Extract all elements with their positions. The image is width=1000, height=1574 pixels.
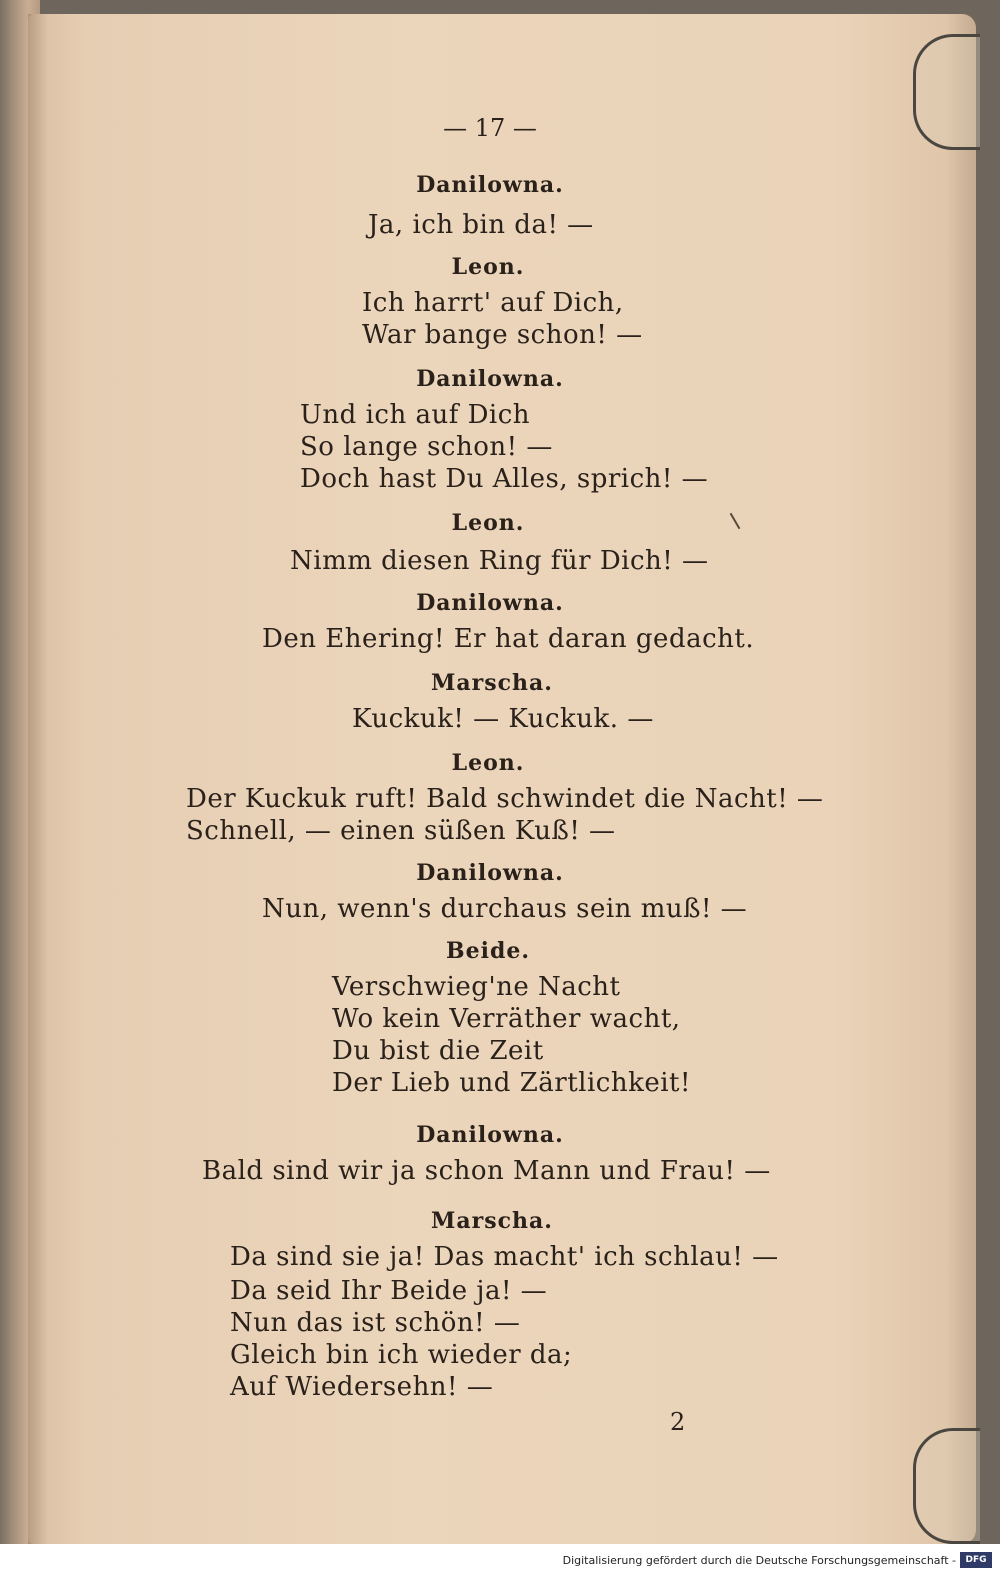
verse-line: Ja, ich bin da! — [368,210,594,240]
verse-line: Schnell, — einen süßen Kuß! — [186,816,616,846]
verse-line: So lange schon! — [300,432,553,462]
verse-line: Doch hast Du Alles, sprich! — [300,464,709,494]
verse-line: Und ich auf Dich [300,400,531,430]
speaker-label: Danilowna. [416,590,564,616]
verse-line: Du bist die Zeit [332,1036,544,1066]
verse-line: Wo kein Verräther wacht, [332,1004,681,1034]
verse-line: Der Lieb und Zärtlichkeit! [332,1068,691,1098]
page-fold-shadow [28,14,48,1544]
verse-line: Ich harrt' auf Dich, [362,288,624,318]
verse-line: Nun, wenn's durchaus sein muß! — [262,894,748,924]
page-clip-bottom [913,1428,980,1544]
speaker-label: Leon. [451,750,525,776]
verse-line: Auf Wiedersehn! — [230,1372,494,1402]
verse-line: Bald sind wir ja schon Mann und Frau! — [202,1156,771,1186]
verse-line: Den Ehering! Er hat daran gedacht. [262,624,755,654]
verse-line: Da sind sie ja! Das macht' ich schlau! — [230,1242,779,1272]
verse-line: Nun das ist schön! — [230,1308,521,1338]
speaker-label: Leon. [451,254,525,280]
verse-line: Der Kuckuk ruft! Bald schwindet die Nacht! — [186,784,824,814]
dfg-logo: DFG [960,1552,992,1568]
page-edge-shadow [946,14,976,1544]
page-clip-top [913,34,980,150]
speaker-label: Marscha. [431,1208,553,1234]
verse-line: Kuckuk! — Kuckuk. — [352,704,654,734]
speaker-label: Danilowna. [416,366,564,392]
page-number: — 17 — [443,114,537,142]
speaker-label: Danilowna. [416,860,564,886]
speaker-label: Beide. [446,938,530,964]
speaker-label: Marscha. [431,670,553,696]
verse-line: Gleich bin ich wieder da; [230,1340,573,1370]
speaker-label: Leon. [451,510,525,536]
speaker-label: Danilowna. [416,172,564,198]
funding-credit: Digitalisierung gefördert durch die Deutsche Forschungsgemeinschaft - [562,1554,956,1567]
verse-line: Verschwieg'ne Nacht [332,972,621,1002]
speaker-label: Danilowna. [416,1122,564,1148]
verse-line: Da seid Ihr Beide ja! — [230,1276,548,1306]
sheet-number: 2 [670,1408,686,1436]
verse-line: Nimm diesen Ring für Dich! — [290,546,709,576]
verse-line: War bange schon! — [362,320,643,350]
